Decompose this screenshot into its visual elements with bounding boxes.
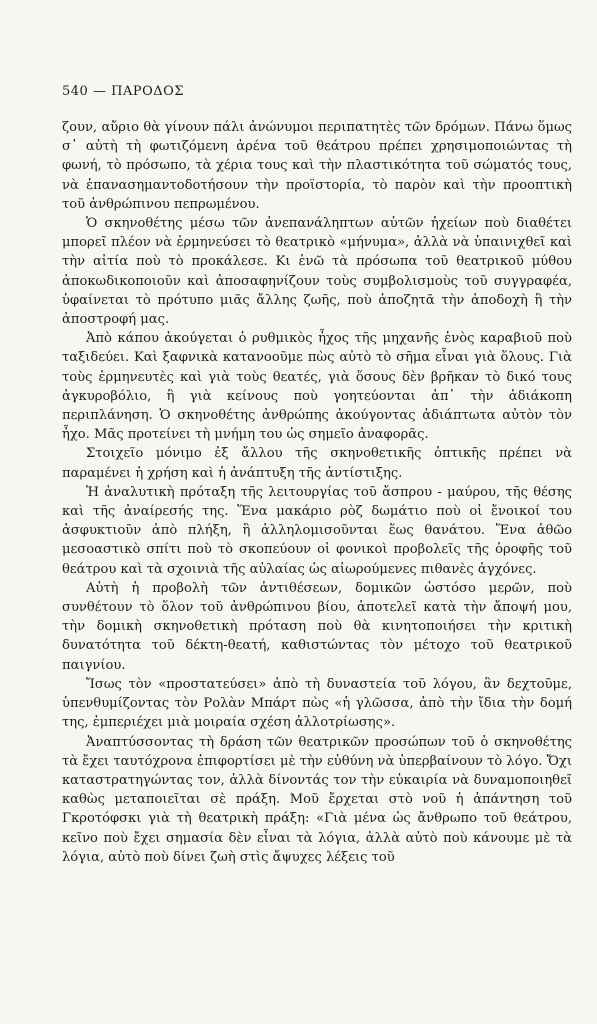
body-text	[62, 118, 572, 867]
paragraph-continuation: ζουν, αὔριο θὰ γίνουν πάλι ἀνώνυμοι περιπατητὲς τῶν δρόμων. Πάνω ὅμως σ᾿ αὐτὴ τὴ φωτιζόμενη ἀρένα τοῦ θεάτρου πρέπει χρησιμοποιώντας τὴ φωνή, τὸ πρόσωπο, τὰ χέρια τους καὶ τὴν πλαστικότητα τοῦ σώματός τους, νὰ ἐπανασημαντοδοτήσουν τὴν προϊστορία, τὸ παρὸν καὶ τὴν προοπτικὴ τοῦ ἀνθρώπινου πεπρωμένου.	[62, 120, 572, 212]
paragraph: Ἴσως τὸν «προστατεύσει» ἀπὸ τὴ δυναστεία τοῦ λόγου, ἂν δεχτοῦμε, ὑπενθυμίζοντας τὸν Ρολὰν Μπάρτ πὼς «ἡ γλῶσσα, ἀπὸ τὴν ἴδια τὴν δομή της, ἐμπεριέχει μιὰ μοιραία σχέση ἀλλοτρίωσης».	[62, 676, 572, 731]
paragraph: Ἀπὸ κάπου ἀκούγεται ὁ ρυθμικὸς ἦχος τῆς μηχανῆς ἑνὸς καραβιοῦ ποὺ ταξιδεύει. Καὶ ξαφνικὰ κατανοοῦμε πὼς αὐτὸ τὸ σῆμα εἶναι γιὰ ὅλους. Γιὰ τοὺς ἑρμηνευτὲς καὶ γιὰ τοὺς θεατές, γιὰ ὅσους δὲν βρῆκαν τὸ δικό τους ἀγκυροβόλιο, ἢ γιὰ κείνους ποὺ γοητεύονται ἀπ᾿ τὴν ἀδιάκοπη περιπλάνηση. Ὁ σκηνοθέτης ἀνθρώπης ἀκούγοντας ἀδιάπτωτα αὐτὸν τὸν ἦχο. Μᾶς προτείνει τὴ μνήμη του ὡς σημεῖο ἀναφορᾶς.	[62, 331, 572, 443]
paragraph: Ἀναπτύσσοντας τὴ δράση τῶν θεατρικῶν προσώπων τοῦ ὁ σκηνοθέτης τὰ ἔχει ταυτόχρονα ἐπιφορτίσει μὲ τὴν εὐθύνη νὰ ὑπερβαίνουν τὸ λόγο. Ὄχι καταστρατηγώντας τον, ἀλλὰ δίνοντάς τον τὴν εὐκαιρία νὰ δυναμοποιηθεῖ καθὼς μεταποιεῖται σὲ πράξη. Μοῦ ἔρχεται στὸ νοῦ ἡ ἀπάντηση τοῦ Γκροτόφσκι γιὰ τὴ θεατρικὴ πράξη: «Γιὰ μένα ὡς ἄνθρωπο τοῦ θεάτρου, κεῖνο ποὺ ἔχει σημασία δὲν εἶναι τὰ λόγια, ἀλλὰ αὐτὸ ποὺ κάνουμε μὲ τὰ λόγια, αὐτὸ ποὺ δίνει ζωὴ στὶς ἄψυχες λέξεις τοῦ	[62, 734, 572, 865]
paragraph: Ὁ σκηνοθέτης μέσω τῶν ἀνεπανάληπτων αὐτῶν ἠχείων ποὺ διαθέτει μπορεῖ πλέον νὰ ἑρμηνεύσει τὸ θεατρικὸ «μήνυμα», ἀλλὰ νὰ ὑπαινιχθεῖ καὶ τὴν αἰτία ποὺ τὸ προκάλεσε. Κι ἐνῶ τὰ πρόσωπα τοῦ θεατρικοῦ μύθου ἀποκωδικοποιοῦν καὶ ἀποσαφηνίζουν τοὺς συμβολισμοὺς τοῦ συγγραφέα, ὑφαίνεται τὸ πρότυπο μιᾶς ἄλλης ζωῆς, ποὺ ἀποζητᾶ τὴν ἀποδοχὴ ἢ τὴν ἀποστροφή μας.	[62, 216, 572, 328]
running-title: ΠΑΡΟΔΟΣ	[111, 84, 184, 99]
paragraph: Ἡ ἀναλυτικὴ πρόταξη τῆς λειτουργίας τοῦ ἄσπρου - μαύρου, τῆς θέσης καὶ τῆς ἀναίρεσής της. Ἕνα μακάριο ρὸζ δωμάτιο ποὺ οἱ ἔνοικοί του ἀσφυκτιοῦν ἀπὸ πλήξη, ἢ ἀλληλομισοῦνται ἕως θανάτου. Ἕνα ἀθῶο μεσοαστικὸ σπίτι ποὺ τὸ σκοπεύουν οἱ φονικοὶ προβολεῖς τῆς ὀροφῆς τοῦ θεάτρου καὶ τὰ σχοινιὰ τῆς αὐλαίας ὡς αἰωρούμενες πιθανὲς ἀγχόνες.	[62, 484, 572, 577]
paragraph: Αὐτὴ ἡ προβολὴ τῶν ἀντιθέσεων, δομικῶν ὡστόσο μερῶν, ποὺ συνθέτουν τὸ ὅλον τοῦ ἀνθρώπινου βίου, ἀποτελεῖ κατὰ τὴν ἄποψή μου, τὴν δομικὴ σκηνοθετικὴ πρόταση ποὺ θὰ κινητοποιήσει τὴν κριτικὴ δυνατότητα τοῦ δέκτη-θεατή, καθιστώντας τὸν μέτοχο τοῦ θεατρικοῦ παιγνίου.	[62, 580, 572, 673]
running-head	[62, 84, 184, 99]
header-separator: —	[92, 84, 107, 99]
paragraph: Στοιχεῖο μόνιμο ἐξ ἄλλου τῆς σκηνοθετικῆς ὀπτικῆς πρέπει νὰ παραμένει ἡ χρήση καὶ ἡ ἀνάπτυξη τῆς ἀντίστιξης.	[62, 446, 572, 481]
page-number: 540	[62, 84, 89, 99]
